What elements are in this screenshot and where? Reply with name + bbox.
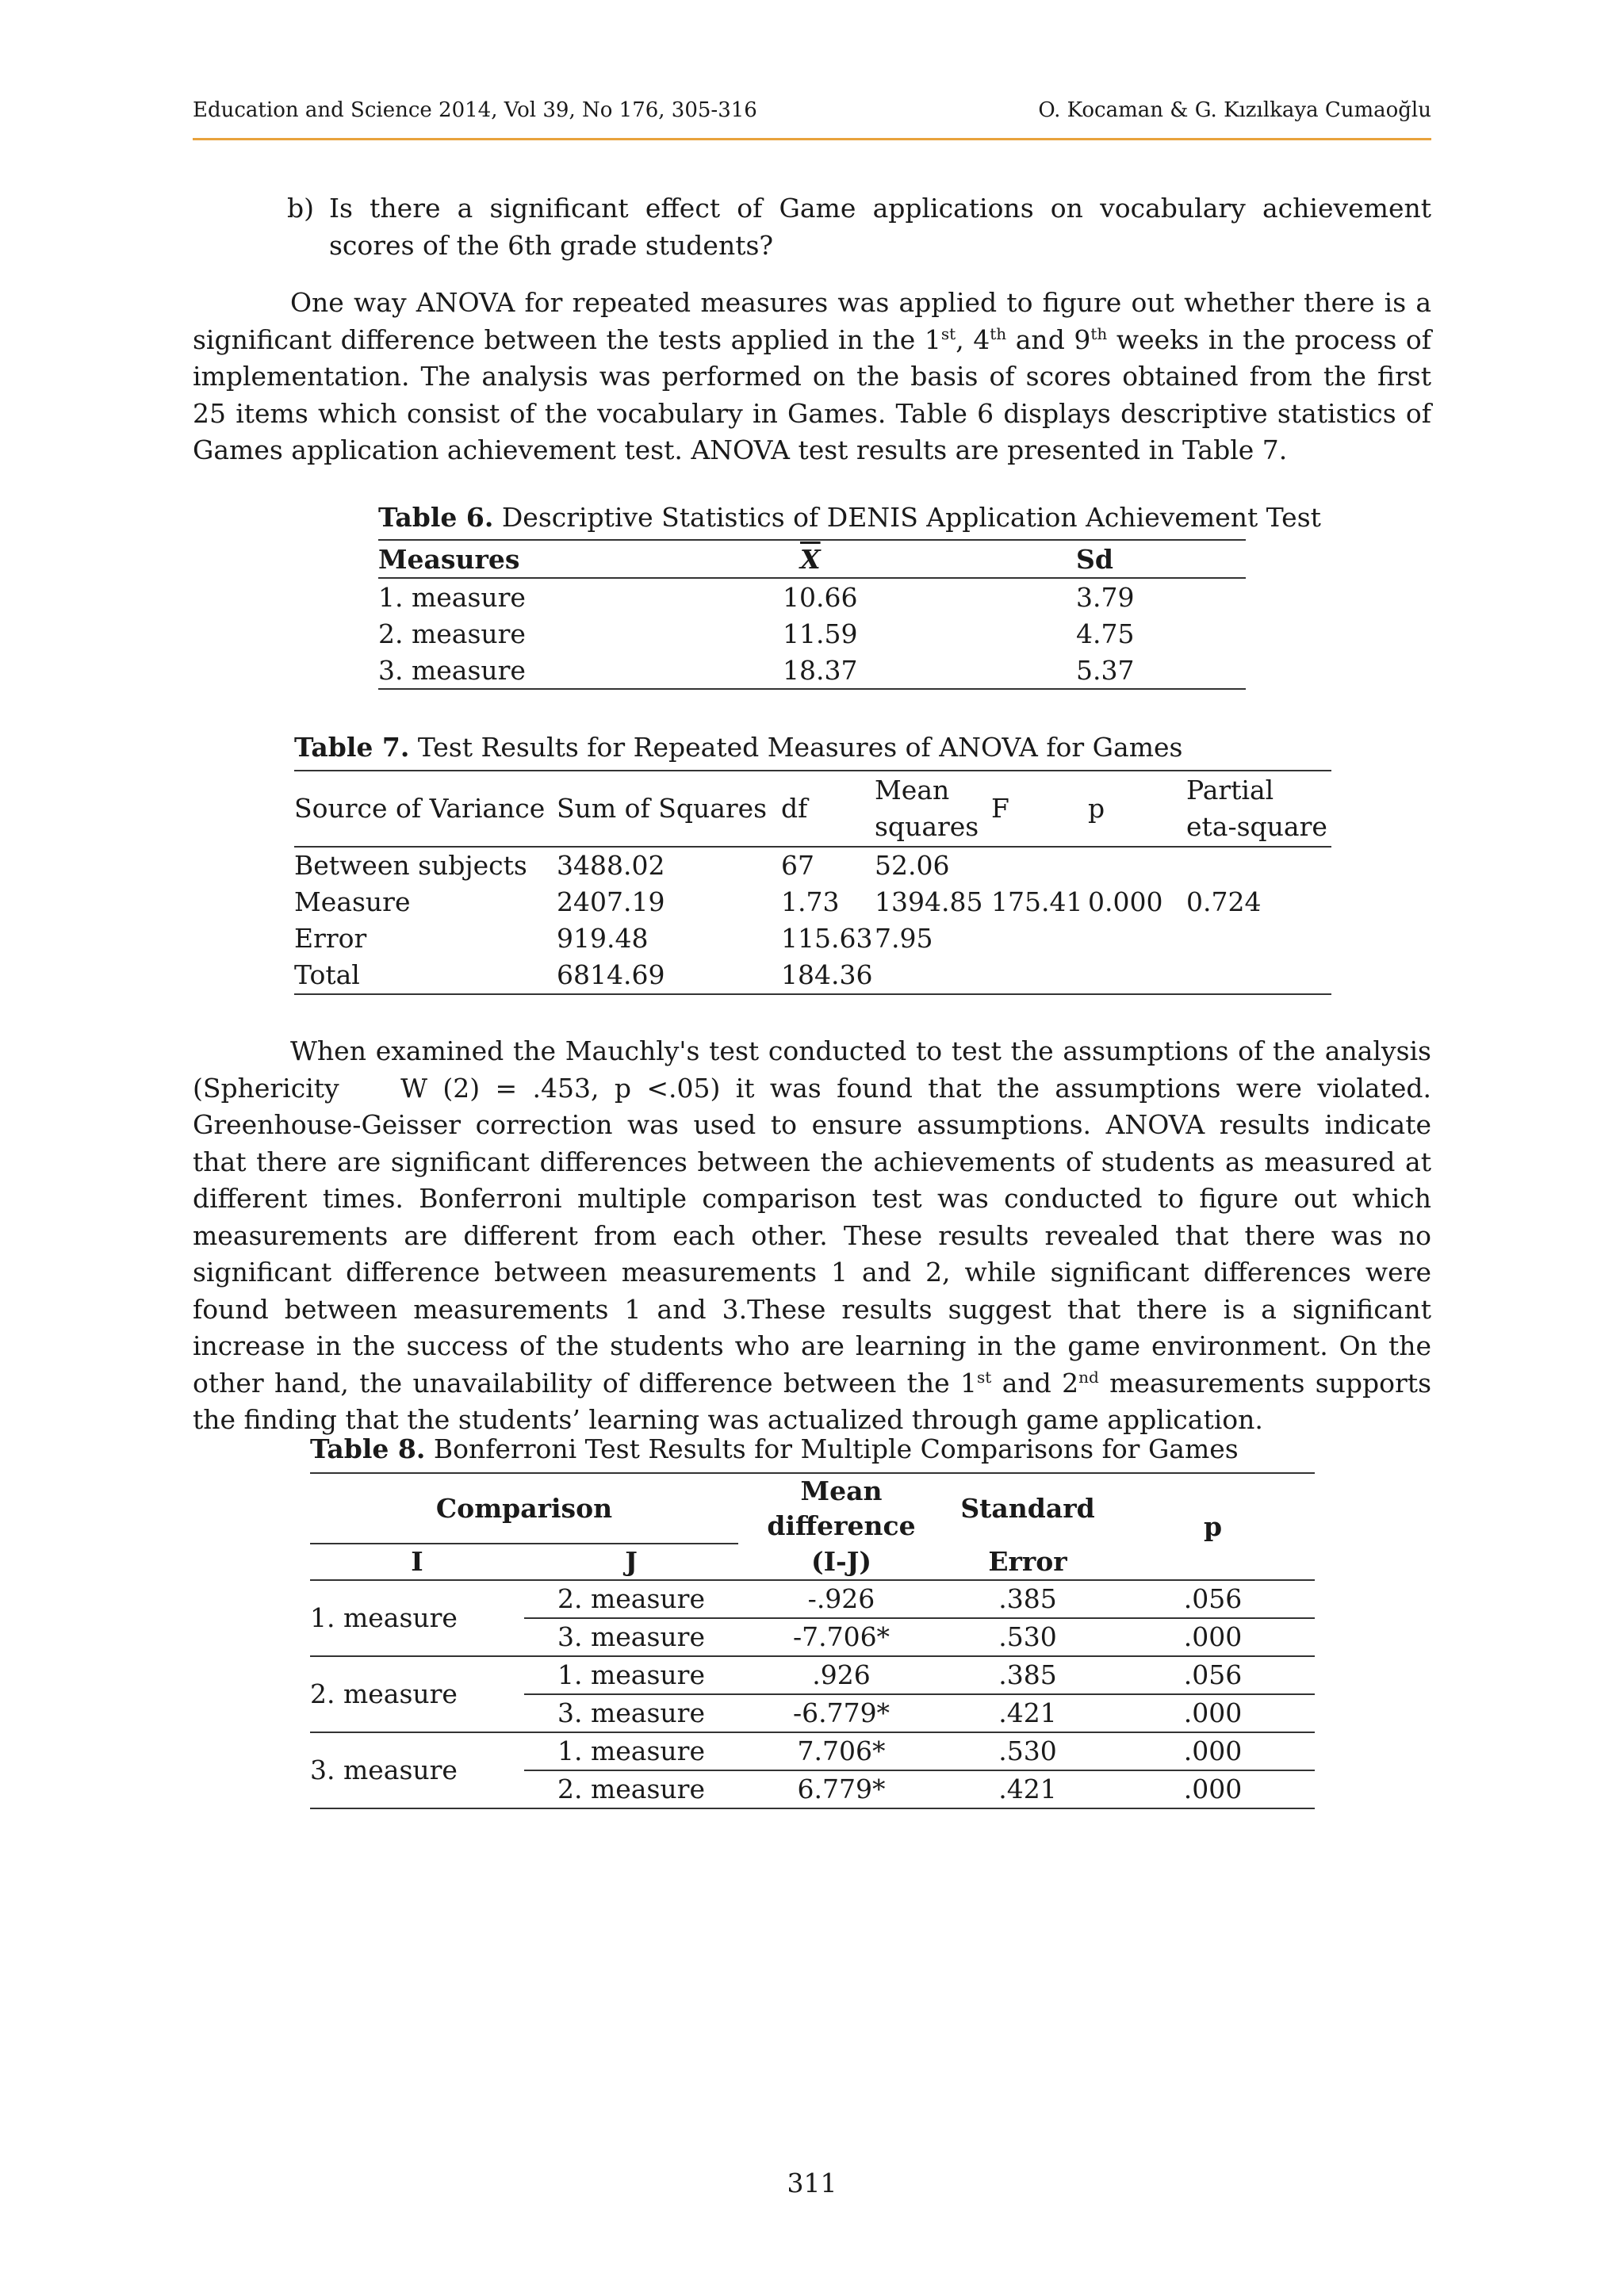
table6-title: Descriptive Statistics of DENIS Application Achievement Test	[501, 502, 1321, 533]
col-header-comparison: Comparison	[310, 1473, 738, 1544]
research-question	[287, 190, 1431, 264]
author-names: O. Kocaman & G. Kızılkaya Cumaoğlu	[1038, 98, 1431, 122]
table-cell: 2. measure	[524, 1580, 738, 1618]
table-cell: -6.779*	[738, 1694, 944, 1732]
table-cell	[1088, 957, 1186, 994]
table8-title: Bonferroni Test Results for Multiple Comparisons for Games	[433, 1433, 1239, 1464]
table-cell: Measure	[294, 886, 411, 917]
table-row	[294, 847, 1331, 884]
group-label: 2. measure	[310, 1656, 524, 1732]
table6-caption	[378, 502, 1321, 533]
journal-citation: Education and Science 2014, Vol 39, No 176, 305-316	[193, 98, 757, 122]
table-cell: 6814.69	[557, 959, 665, 990]
table-cell: .056	[1111, 1580, 1315, 1618]
text-run: and 9	[1006, 323, 1091, 355]
table6-header-row	[378, 540, 1246, 578]
table-row	[378, 578, 1246, 615]
table-cell: 1.73	[781, 886, 840, 917]
table6-descriptive-statistics	[378, 539, 1246, 690]
table-cell: 5.37	[1076, 654, 1135, 686]
text-run: One way ANOVA for repeated measures was applied to figure out whether there is a significant difference between the tests applied in the 1	[193, 287, 1431, 355]
table-row	[310, 1656, 1315, 1694]
table-cell	[875, 957, 991, 994]
superscript: st	[977, 1367, 992, 1387]
text-run: When examined the Mauchly's test conducted to test the assumptions of the analysis (Sphericity W (2) = .453, p <.05) it was found that the assumptions were violated. Greenhouse-Geisser correction was used to ensure assumptions. ANOVA results indicate that there are significant differences between the achievements of students as measured at different times. Bonferroni multiple comparison test was conducted to figure out which measurements are different from each other. These results revealed that there was no significant difference between measurements 1 and 2, while significant differences were found between measurements 1 and 3.These results suggest that there is a significant increase in the success of the students who are learning in the game environment. On the other hand, the unavailability of difference between the 1	[193, 1035, 1440, 1399]
table-cell: .421	[944, 1770, 1111, 1808]
col-header: Source of Variance	[294, 793, 546, 824]
table-cell: Between subjects	[294, 850, 527, 881]
table-cell: 1. measure	[378, 581, 526, 613]
table7-label: Table 7.	[294, 732, 410, 763]
paragraph-anova-intro	[193, 285, 1431, 469]
table-cell: 1394.85	[875, 886, 983, 917]
table-cell	[1186, 957, 1331, 994]
table-cell: 6.779*	[738, 1770, 944, 1808]
text-run: , 4	[956, 323, 990, 355]
table-cell: Total	[294, 959, 360, 990]
table7-caption	[294, 732, 1182, 763]
table-cell: .421	[944, 1694, 1111, 1732]
table-cell: 7.95	[875, 923, 933, 954]
question-label: b)	[287, 193, 314, 224]
table6-label: Table 6.	[378, 502, 494, 533]
table-cell: 18.37	[783, 654, 858, 686]
table-cell: .530	[944, 1618, 1111, 1656]
table-cell: 1. measure	[524, 1656, 738, 1694]
table-cell: .000	[1111, 1770, 1315, 1808]
table-cell: .385	[944, 1656, 1111, 1694]
table-cell: 0.724	[1186, 886, 1262, 917]
table-cell	[1186, 920, 1331, 957]
table7-anova-results	[294, 770, 1331, 995]
table-cell: 115.63	[781, 923, 873, 954]
table7-title: Test Results for Repeated Measures of ANOVA for Games	[417, 732, 1183, 763]
col-header: Sum of Squares	[557, 793, 768, 824]
col-header-j: J	[524, 1544, 738, 1580]
table-cell	[1088, 847, 1186, 884]
col-header-mean-diff: Mean difference	[767, 1475, 916, 1541]
table-cell: .385	[944, 1580, 1111, 1618]
col-header: p	[1088, 793, 1105, 824]
col-header-std-sub: Error	[944, 1544, 1111, 1580]
table-cell	[1186, 847, 1331, 884]
table-cell: .000	[1111, 1618, 1315, 1656]
col-header: df	[781, 793, 808, 824]
table8-bonferroni-comparisons	[310, 1472, 1315, 1809]
table-row	[310, 1732, 1315, 1770]
table-cell: 3. measure	[378, 654, 526, 686]
table-cell: 919.48	[557, 923, 649, 954]
text-run: and 2	[991, 1367, 1079, 1399]
table-row	[378, 615, 1246, 652]
table-cell: 11.59	[783, 618, 858, 649]
table-row	[294, 920, 1331, 957]
table8-caption	[310, 1433, 1239, 1464]
table-cell: 4.75	[1076, 618, 1135, 649]
running-header	[193, 94, 1431, 140]
col-header-std: Standard	[960, 1493, 1095, 1524]
table-row	[310, 1580, 1315, 1618]
superscript: th	[990, 323, 1007, 343]
col-header-mean: $\overline{X}$	[800, 543, 821, 575]
table-row	[378, 652, 1246, 689]
table8-header-row-1	[310, 1473, 1315, 1544]
col-header-mean-diff-sub: (I-J)	[738, 1544, 944, 1580]
table-cell: .926	[738, 1656, 944, 1694]
text-run: measurements supports the finding that the students’ learning was actualized through game application.	[193, 1367, 1431, 1435]
table-row	[294, 884, 1331, 920]
table-cell: 3. measure	[524, 1694, 738, 1732]
table-cell	[991, 847, 1088, 884]
col-header-i: I	[310, 1544, 524, 1580]
table-cell: 67	[781, 850, 814, 881]
superscript: nd	[1078, 1367, 1099, 1387]
table-cell: .056	[1111, 1656, 1315, 1694]
table-cell: 0.000	[1088, 886, 1163, 917]
table-cell	[1088, 920, 1186, 957]
table7-header-row	[294, 771, 1331, 847]
table-cell: 7.706*	[738, 1732, 944, 1770]
table-cell: -7.706*	[738, 1618, 944, 1656]
superscript: st	[940, 323, 956, 343]
table-cell: 3. measure	[524, 1618, 738, 1656]
table-cell: 2. measure	[378, 618, 526, 649]
group-label: 1. measure	[310, 1580, 524, 1656]
table-cell: 184.36	[781, 959, 873, 990]
col-header-p: p	[1111, 1473, 1315, 1580]
superscript: th	[1090, 323, 1108, 343]
table-cell: Error	[294, 923, 367, 954]
table-cell: 52.06	[875, 850, 950, 881]
table-cell	[991, 957, 1088, 994]
col-header: F	[991, 793, 1009, 824]
text-run: weeks in the process of implementation. The analysis was performed on the basis of scores obtained from the first 25 items which consist of the vocabulary in Games. Table 6 displays descriptive statistics of Games application achievement test. ANOVA test results are presented in Table 7.	[193, 323, 1431, 465]
table-row	[294, 957, 1331, 994]
table-cell: 175.41	[991, 886, 1083, 917]
table-cell: 2. measure	[524, 1770, 738, 1808]
col-header-partial-eta: Partial eta-square	[1186, 775, 1327, 842]
question-text: Is there a significant effect of Game applications on vocabulary achievement scores of the 6th grade students?	[329, 193, 1431, 261]
table-cell: .530	[944, 1732, 1111, 1770]
col-header: Sd	[1076, 543, 1113, 575]
col-header: Measures	[378, 543, 520, 575]
table-cell: 3488.02	[557, 850, 665, 881]
table-cell	[991, 920, 1088, 957]
col-header-mean-squares: Mean squares	[875, 775, 979, 842]
table-cell: 2407.19	[557, 886, 665, 917]
table-cell: .000	[1111, 1732, 1315, 1770]
table-cell: 1. measure	[524, 1732, 738, 1770]
table-cell: -.926	[738, 1580, 944, 1618]
page-number: 311	[787, 2168, 837, 2198]
table-cell: 3.79	[1076, 581, 1135, 613]
paragraph-mauchly-results	[193, 1033, 1440, 1439]
table-cell: 10.66	[783, 581, 858, 613]
table8-label: Table 8.	[310, 1433, 426, 1464]
table-cell: .000	[1111, 1694, 1315, 1732]
group-label: 3. measure	[310, 1732, 524, 1808]
